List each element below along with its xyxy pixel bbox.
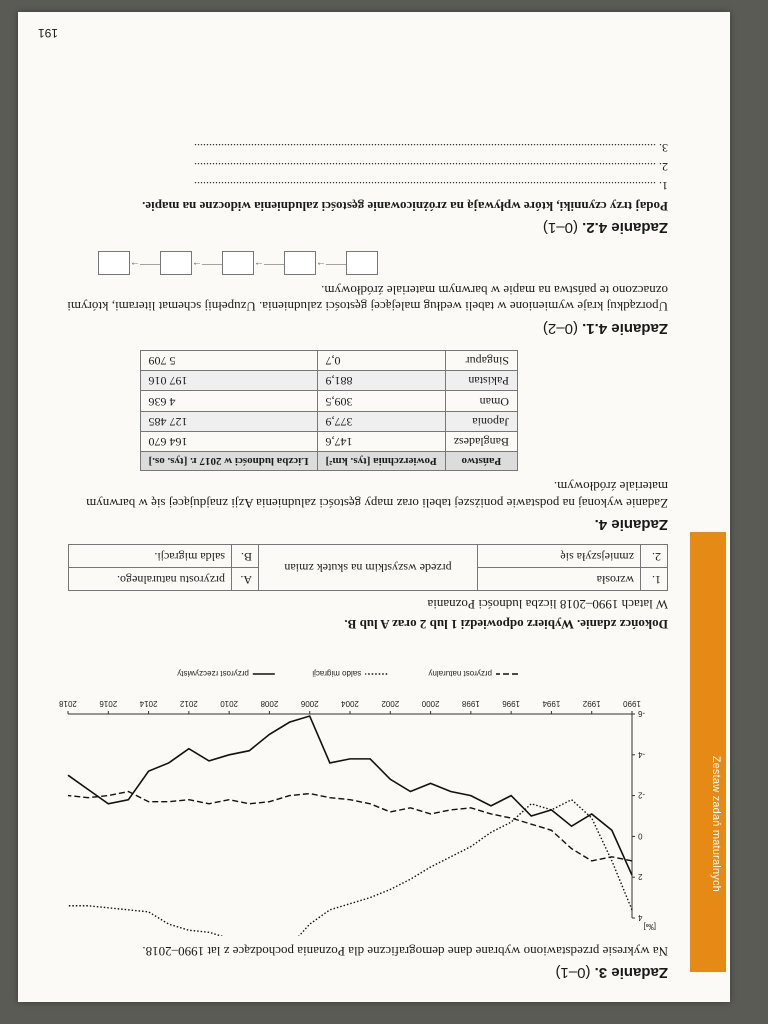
x-tick-label: 1992 xyxy=(582,699,601,709)
answer-line-2[interactable]: 2. .......................................................................................................................................................... xyxy=(194,160,668,175)
task4-heading xyxy=(38,515,668,534)
col-header-population: Liczba ludności w 2017 r. [tys. os.] xyxy=(140,452,317,471)
page-content xyxy=(38,135,668,982)
chart-lines xyxy=(68,716,632,936)
task42-text: Podaj trzy czynniki, które wpływają na zróżnicowanie gęstości zaludnienia widoczne na mapie. xyxy=(142,199,668,214)
y-tick-label: 0 xyxy=(638,831,643,841)
x-tick-label: 1994 xyxy=(542,699,561,709)
side-section-label: Zestaw zadań maturalnych xyxy=(710,755,722,892)
cell-population: 164 670 xyxy=(140,432,317,452)
answer-box[interactable] xyxy=(160,251,192,275)
task4-intro: Zadanie wykonaj na podstawie poniższej tabeli oraz mapy gęstości zaludnienia Azji znajdującej się w barwnym materiale źródłowym. xyxy=(86,479,668,511)
task3-stem: W latach 1990–2018 liczba ludności Poznania xyxy=(427,596,668,612)
x-tick-label: 2004 xyxy=(341,699,359,709)
series-line-2 xyxy=(68,716,632,875)
x-tick-label: 2012 xyxy=(179,699,198,709)
task41-points: (0–2) xyxy=(542,319,578,337)
cell-population: 127 485 xyxy=(140,411,317,431)
answer-box[interactable] xyxy=(284,251,316,275)
table-row xyxy=(140,350,517,370)
legend-label-1: saldo migracji xyxy=(312,669,362,679)
answer-line-3[interactable]: 3. .......................................................................................................................................................... xyxy=(194,140,668,155)
arrow-icon: ——→ xyxy=(316,258,346,270)
x-tick-label: 2008 xyxy=(260,699,279,709)
arrow-icon: ——→ xyxy=(192,258,222,270)
y-tick-label: 4 xyxy=(638,913,643,923)
cell-area: 881,9 xyxy=(317,370,445,390)
x-tick-label: 1996 xyxy=(502,699,521,709)
x-tick-label: 2016 xyxy=(99,699,118,709)
task3-instruction: Dokończ zdanie. Wybierz odpowiedzi 1 lub 2 oraz A lub B. xyxy=(344,617,668,633)
options-middle-text: przede wszystkim na skutek zmian xyxy=(259,544,478,590)
task41-title: Zadanie 4.1. xyxy=(582,319,668,337)
x-tick-label: 1998 xyxy=(461,699,480,709)
task42-points: (0–1) xyxy=(542,219,578,237)
legend-label-2: przyrost rzeczywisty xyxy=(177,669,249,679)
x-tick-label: 2002 xyxy=(381,699,400,709)
section-color-bar xyxy=(690,532,726,972)
task3-heading xyxy=(38,963,668,982)
cell-country: Bangladesz xyxy=(445,432,517,452)
answer-box[interactable] xyxy=(98,251,130,275)
chart-legend xyxy=(177,669,518,678)
countries-table xyxy=(140,350,518,472)
table-row xyxy=(140,370,517,390)
ordering-scheme xyxy=(38,251,378,275)
cell-area: 377,9 xyxy=(317,411,445,431)
page-number: 191 xyxy=(38,26,59,40)
option-b-letter: B. xyxy=(232,544,259,567)
col-header-area: Powierzchnia [tys. km²] xyxy=(317,452,445,471)
cell-country: Oman xyxy=(445,391,517,411)
y-tick-label: -2 xyxy=(638,790,646,800)
chart-axes xyxy=(59,699,656,931)
task42-title: Zadanie 4.2. xyxy=(582,219,668,237)
table-row xyxy=(140,391,517,411)
task4-title: Zadanie 4. xyxy=(594,515,668,533)
cell-area: 147,6 xyxy=(317,432,445,452)
x-tick-label: 2010 xyxy=(220,699,239,709)
task41-text: Uporządkuj kraje wymienione w tabeli według malejącej gęstości zaludnienia. Uzupełnij schemat literami, którymi oznaczono te państwa na mapie w barwnym materiale źródłowym. xyxy=(67,282,668,315)
cell-population: 197 016 xyxy=(140,370,317,390)
cell-area: 309,5 xyxy=(317,391,445,411)
cell-country: Pakistan xyxy=(445,370,517,390)
table-row xyxy=(140,432,517,452)
arrow-icon: ——→ xyxy=(130,258,160,270)
option-1[interactable]: wzrosła xyxy=(478,567,641,590)
y-tick-label: -6 xyxy=(638,709,646,719)
answer-box[interactable] xyxy=(222,251,254,275)
option-2[interactable]: zmniejszyła się xyxy=(478,544,641,567)
task41-heading xyxy=(38,318,668,337)
cell-country: Singapur xyxy=(445,350,517,370)
arrow-icon: ——→ xyxy=(254,258,284,270)
option-a-letter: A. xyxy=(232,567,259,590)
option-1-number: 1. xyxy=(641,567,668,590)
y-tick-label: -4 xyxy=(638,749,646,759)
series-line-1 xyxy=(68,800,632,936)
col-header-country: Państwo xyxy=(445,452,517,471)
legend-label-0: przyrost naturalny xyxy=(428,669,492,679)
answer-options-table xyxy=(68,544,668,591)
y-tick-label: 2 xyxy=(638,872,643,882)
series-line-0 xyxy=(68,792,632,861)
x-tick-label: 2018 xyxy=(59,699,77,709)
answer-box[interactable] xyxy=(346,251,378,275)
demography-chart xyxy=(48,636,668,936)
option-2-number: 2. xyxy=(641,544,668,567)
task3-points: (0–1) xyxy=(555,964,591,981)
x-tick-label: 2014 xyxy=(139,699,158,709)
cell-population: 4 636 xyxy=(140,391,317,411)
chart-svg xyxy=(48,636,668,936)
answer-line-1[interactable]: 1. .......................................................................................................................................................... xyxy=(194,179,668,194)
table-row xyxy=(140,411,517,431)
cell-country: Japonia xyxy=(445,411,517,431)
option-a[interactable]: przyrostu naturalnego. xyxy=(69,567,232,590)
cell-area: 0,7 xyxy=(317,350,445,370)
x-tick-label: 2000 xyxy=(421,699,440,709)
x-tick-label: 1990 xyxy=(623,699,641,709)
rotated-exam-page xyxy=(18,12,730,1002)
cell-population: 5 709 xyxy=(140,350,317,370)
task3-title: Zadanie 3. xyxy=(594,964,668,981)
x-tick-label: 2006 xyxy=(300,699,319,709)
task42-heading xyxy=(38,218,668,237)
option-b[interactable]: salda migracji. xyxy=(69,544,232,567)
task3-intro: Na wykresie przedstawiono wybrane dane demograficzne dla Poznania pochodzące z lat 1990–2018. xyxy=(142,943,668,959)
y-axis-label: [‰] xyxy=(643,922,656,932)
